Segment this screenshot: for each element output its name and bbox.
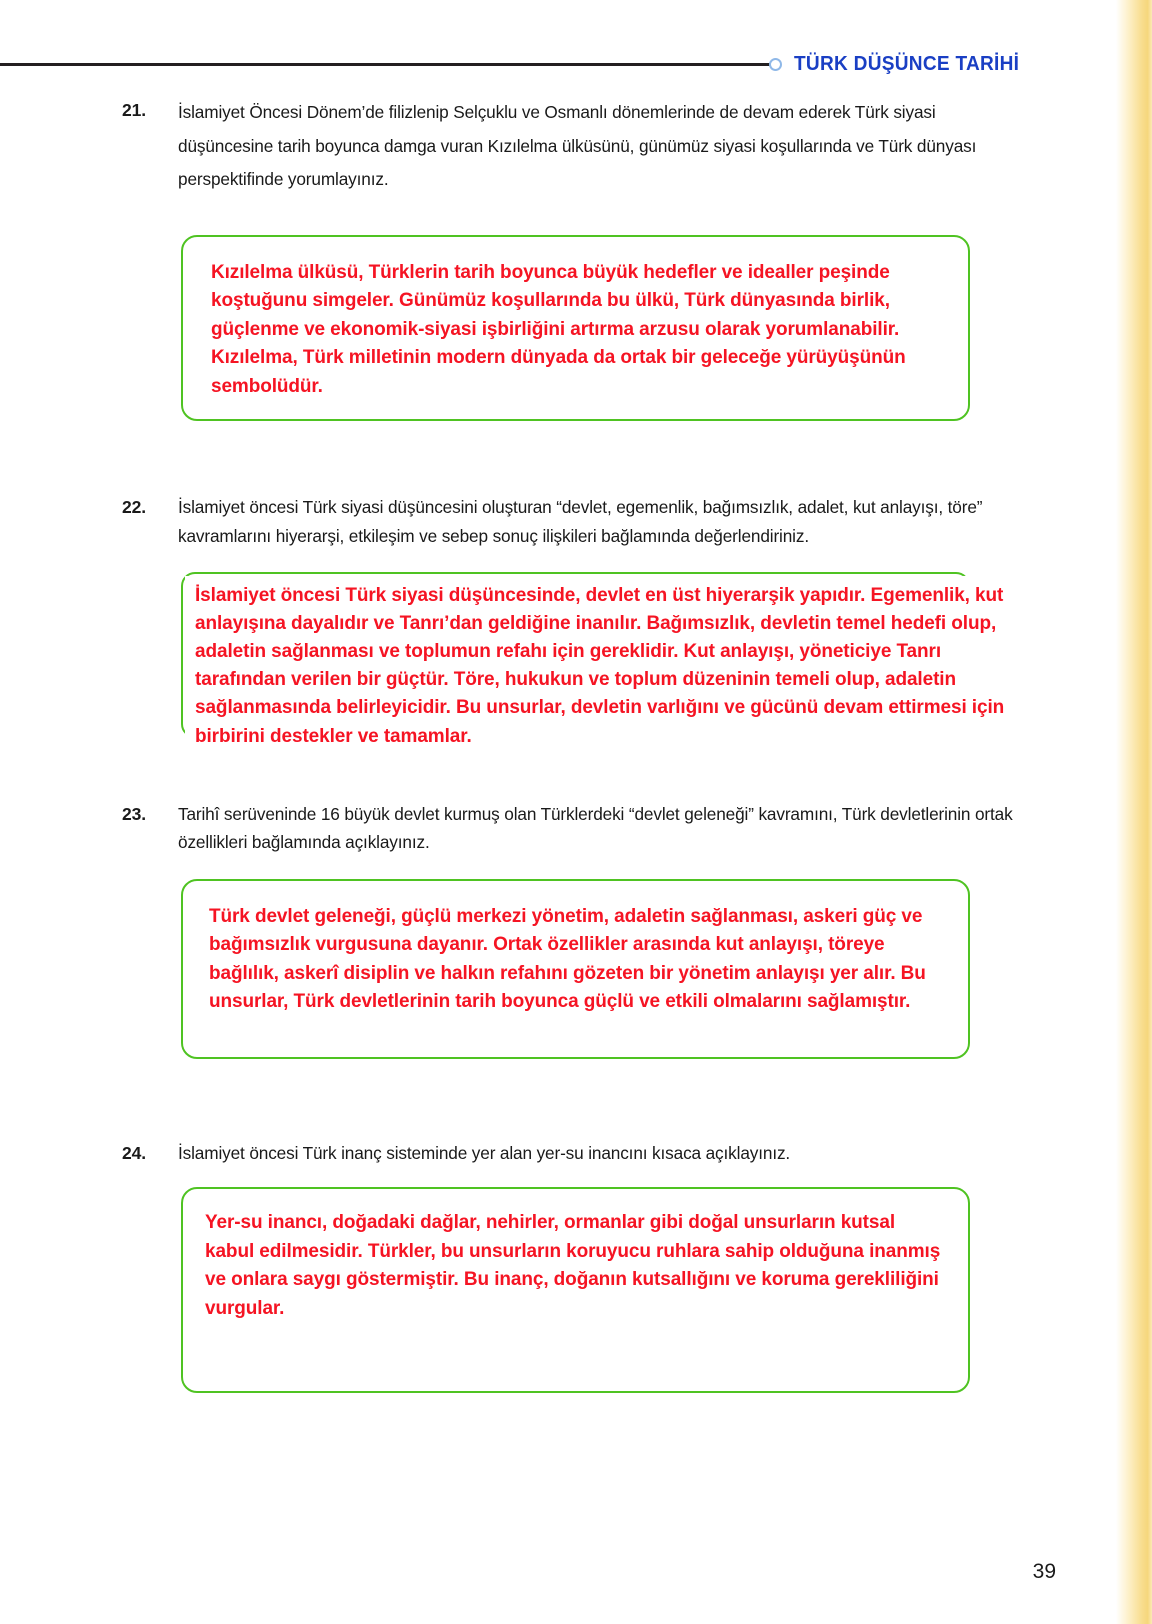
header-rule <box>0 63 770 66</box>
answer-text-24: Yer-su inancı, doğadaki dağlar, nehirler, ormanlar gibi doğal unsurların kutsal kabul edilmesidir. Türkler, bu unsurların koruyucu ruhlara sahip olduğuna inanmış ve onlara saygı göstermiştir. Bu inanç, doğanın kutsallığını ve koruma gerekliliğini vurgular. <box>205 1212 941 1319</box>
answer-box-24[interactable] <box>181 1187 970 1393</box>
question-number-23: 23. <box>122 803 147 824</box>
answer-box-22[interactable] <box>181 572 1005 747</box>
spacer <box>0 421 1152 493</box>
content-area <box>0 96 1152 1393</box>
page-header <box>0 44 1152 84</box>
question-block-23 <box>0 800 1152 1059</box>
answer-text-23: Türk devlet geleneği, güçlü merkezi yönetim, adaletin sağlanması, askeri güç ve bağımsızlık vurgusuna dayanır. Ortak özellikler arasında kut anlayışı, töreye bağlılık, askerî disiplin ve halkın refahını gözeten bir yönetim anlayışı yer alır. Bu unsurlar, Türk devletlerinin tarih boyunca güçlü ve etkili olmalarını sağlamıştır. <box>209 905 926 1013</box>
spacer <box>0 1059 1152 1139</box>
question-number-22: 22. <box>122 497 147 518</box>
question-number-21: 21. <box>122 100 147 120</box>
page-number: 39 <box>1032 1560 1056 1583</box>
question-text-21: İslamiyet Öncesi Dönem’de filizlenip Selçuklu ve Osmanlı dönemlerinde de devam ederek Türk siyasi düşüncesine tarih boyunca damga vuran Kızılelma ülküsünü, günümüz siyasi koşullarında ve Türk dünyası perspektifinde yorumlayınız. <box>178 102 977 190</box>
question-24 <box>0 1139 1152 1167</box>
answer-box-21[interactable] <box>181 235 970 422</box>
page-title: TÜRK DÜŞÜNCE TARİHİ <box>793 52 1020 75</box>
question-number-24: 24. <box>122 1142 147 1163</box>
answer-text-21: Kızılelma ülküsü, Türklerin tarih boyunca büyük hedefler ve idealler peşinde koştuğunu simgeler. Günümüz koşullarında bu ülkü, Türk dünyasında birlik, güçlenme ve ekonomik-siyasi işbirliğini artırma arzusu olarak yorumlanabilir. Kızılelma, Türk milletinin modern dünyada da ortak bir geleceğe yürüyüşünün sembolüdür. <box>211 261 906 397</box>
question-22 <box>0 493 1152 550</box>
question-block-22 <box>0 493 1152 747</box>
question-text-22: İslamiyet öncesi Türk siyasi düşüncesini oluşturan “devlet, egemenlik, bağımsızlık, adalet, kut anlayışı, töre” kavramlarını hiyerarşi, etkileşim ve sebep sonuç ilişkileri bağlamında değerlendiriniz. <box>178 497 983 546</box>
question-block-21 <box>0 96 1152 421</box>
question-23 <box>0 800 1152 857</box>
answer-text-22: İslamiyet öncesi Türk siyasi düşüncesinde, devlet en üst hiyerarşik yapıdır. Egemenlik, kut anlayışına dayalıdır ve Tanrı’dan geldiğine inanılır. Bağımsızlık, devletin temel hedefi olup, adaletin sağlanması ve toplumun refahı için gereklidir. Kut anlayışı, yöneticiye Tanrı tarafından verilen bir güçtür. Töre, hukukun ve toplum düzeninin temeli olup, adaletin sağlanmasında belirleyicidir. Bu unsurlar, devletin varlığını ve gücünü devam ettirmesi için birbirini destekler ve tamamlar. <box>185 576 1015 757</box>
question-21 <box>0 96 1152 197</box>
circle-bullet-icon <box>769 58 782 71</box>
answer-box-23[interactable] <box>181 879 970 1059</box>
question-block-24 <box>0 1139 1152 1393</box>
question-text-23: Tarihî serüveninde 16 büyük devlet kurmuş olan Türklerdeki “devlet geleneği” kavramını, Türk devletlerinin ortak özellikleri bağlamında açıklayınız. <box>178 803 1013 853</box>
question-text-24: İslamiyet öncesi Türk inanç sisteminde yer alan yer-su inancını kısaca açıklayınız. <box>178 1142 791 1163</box>
